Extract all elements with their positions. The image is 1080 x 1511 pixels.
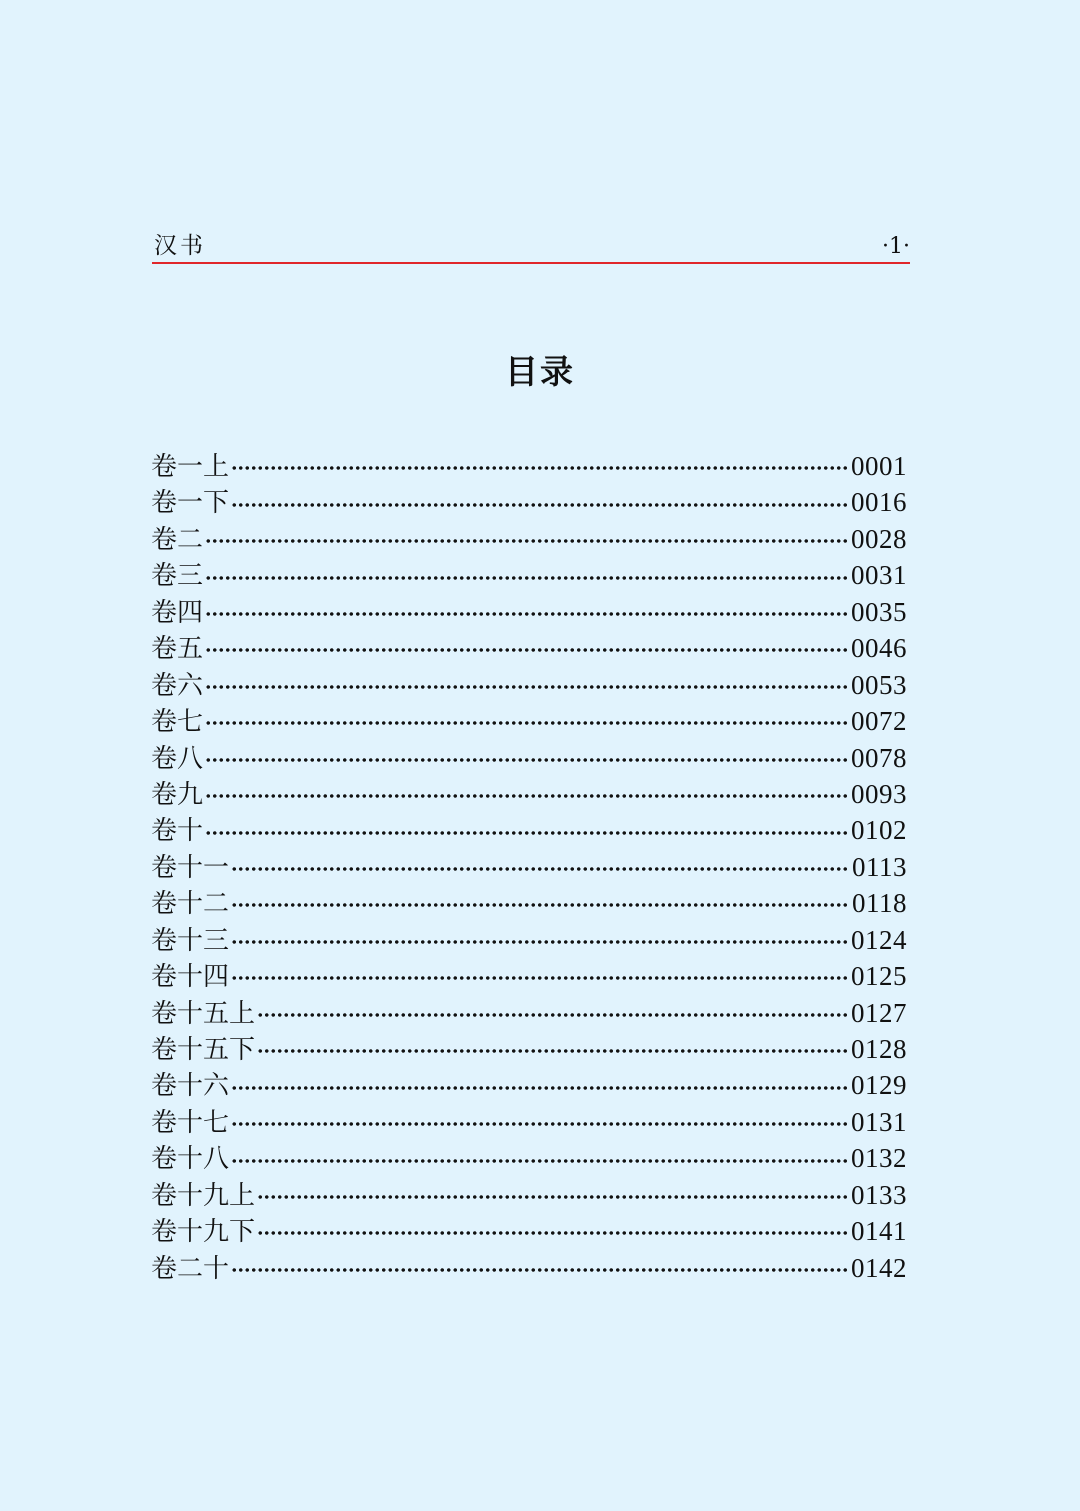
dot-leader: [231, 940, 849, 944]
toc-entry[interactable]: [151, 885, 907, 921]
toc-entry[interactable]: [151, 484, 907, 520]
toc-entry-label: 卷十二: [151, 889, 230, 920]
dot-leader: [231, 867, 850, 871]
toc-entry-page: 0072: [851, 706, 907, 737]
dot-leader: [205, 612, 849, 616]
toc-entry-page: 0131: [851, 1106, 907, 1137]
dot-leader: [231, 466, 849, 470]
toc-entry[interactable]: [151, 1140, 907, 1176]
dot-leader: [231, 503, 849, 507]
toc-entry-page: 0093: [851, 778, 907, 809]
toc-entry-label: 卷十五下: [151, 1035, 256, 1065]
toc-entry-page: 0113: [852, 851, 907, 882]
toc-entry-page: 0053: [851, 669, 907, 700]
toc-entry-page: 0031: [851, 560, 907, 591]
toc-entry[interactable]: [151, 667, 907, 703]
toc-entry-label: 卷十八: [151, 1144, 230, 1175]
dot-leader: [205, 758, 849, 762]
dot-leader: [257, 1231, 849, 1235]
book-title: 汉书: [154, 233, 206, 259]
toc-entry[interactable]: [151, 1213, 907, 1249]
toc-entry-page: 0128: [851, 1034, 907, 1064]
toc-entry-page: 0046: [851, 633, 907, 664]
dot-leader: [205, 721, 849, 725]
toc-entry-page: 0124: [851, 924, 907, 955]
toc-entry-label: 卷十一: [151, 852, 230, 883]
dot-leader: [205, 648, 849, 652]
dot-leader: [231, 1268, 849, 1272]
toc-entry[interactable]: [151, 922, 907, 958]
toc-entry[interactable]: [151, 703, 907, 739]
dot-leader: [205, 539, 849, 543]
toc-entry[interactable]: [151, 740, 907, 776]
dot-leader: [257, 1013, 849, 1017]
toc-entry[interactable]: [151, 630, 907, 666]
toc-entry-page: 0118: [852, 888, 907, 919]
toc-entry[interactable]: [151, 995, 907, 1031]
toc-title: 目录: [505, 352, 575, 391]
toc-entry-label: 卷二: [151, 524, 204, 555]
toc-entry-label: 卷二十: [151, 1253, 230, 1284]
dot-leader: [205, 576, 849, 580]
toc-entry-label: 卷十五上: [151, 998, 256, 1029]
toc-entry-page: 0141: [851, 1216, 907, 1247]
toc-entry-page: 0016: [851, 487, 907, 518]
dot-leader: [231, 976, 849, 980]
dot-leader: [205, 831, 849, 835]
toc-entry-label: 卷三: [151, 561, 204, 592]
toc-entry[interactable]: [151, 521, 907, 557]
toc-entry-page: 0132: [851, 1143, 907, 1174]
toc-entry-page: 0127: [851, 997, 907, 1028]
toc-entry[interactable]: [151, 448, 907, 484]
toc-entry-label: 卷八: [151, 743, 204, 774]
toc-entry-label: 卷五: [151, 634, 204, 665]
dot-leader: [205, 685, 849, 689]
dot-leader: [231, 1086, 849, 1090]
toc-entry-label: 卷十六: [151, 1071, 230, 1102]
toc-entry-page: 0142: [851, 1252, 907, 1283]
running-header: [152, 228, 910, 264]
toc-entry-page: 0133: [851, 1179, 907, 1210]
toc-entry[interactable]: [151, 1177, 907, 1213]
toc-entry-page: 0035: [851, 596, 907, 627]
dot-leader: [231, 903, 850, 907]
toc-entry-label: 卷六: [151, 670, 204, 701]
dot-leader: [257, 1049, 849, 1053]
dot-leader: [205, 794, 849, 798]
toc-entry[interactable]: [151, 812, 907, 848]
toc-entry[interactable]: [151, 1031, 907, 1067]
toc-entry[interactable]: [151, 776, 907, 812]
toc-entry-label: 卷十四: [151, 962, 230, 993]
toc-entry-label: 卷一上: [151, 452, 230, 482]
toc-entry-label: 卷十三: [151, 925, 230, 956]
dot-leader: [231, 1159, 849, 1163]
toc-entry-label: 卷十七: [151, 1107, 230, 1138]
toc-entry[interactable]: [151, 594, 907, 630]
toc-entry[interactable]: [151, 958, 907, 994]
toc-entry-label: 卷十: [151, 816, 204, 847]
toc-entry-page: 0129: [851, 1070, 907, 1101]
toc-entry-label: 卷十九上: [151, 1180, 256, 1211]
toc-entry-page: 0078: [851, 742, 907, 773]
toc-entry-page: 0125: [851, 961, 907, 992]
toc-entry[interactable]: [151, 849, 907, 885]
toc-entry-label: 卷十九下: [151, 1217, 256, 1248]
toc-entry-label: 卷四: [151, 597, 204, 628]
toc-entry-label: 卷九: [151, 779, 204, 810]
toc-entry-page: 0102: [851, 815, 907, 846]
dot-leader: [231, 1122, 849, 1126]
toc-entry-label: 卷七: [151, 707, 204, 738]
toc-entry[interactable]: [151, 557, 907, 593]
toc-entry-label: 卷一下: [151, 488, 230, 519]
toc-entry[interactable]: [151, 1067, 907, 1103]
toc-entry-page: 0028: [851, 523, 907, 554]
toc-list: [151, 448, 907, 1286]
page-number: ·1·: [882, 234, 910, 259]
toc-entry[interactable]: [151, 1250, 907, 1286]
toc-entry[interactable]: [151, 1104, 907, 1140]
toc-entry-page: 0001: [851, 451, 907, 481]
dot-leader: [257, 1195, 849, 1199]
